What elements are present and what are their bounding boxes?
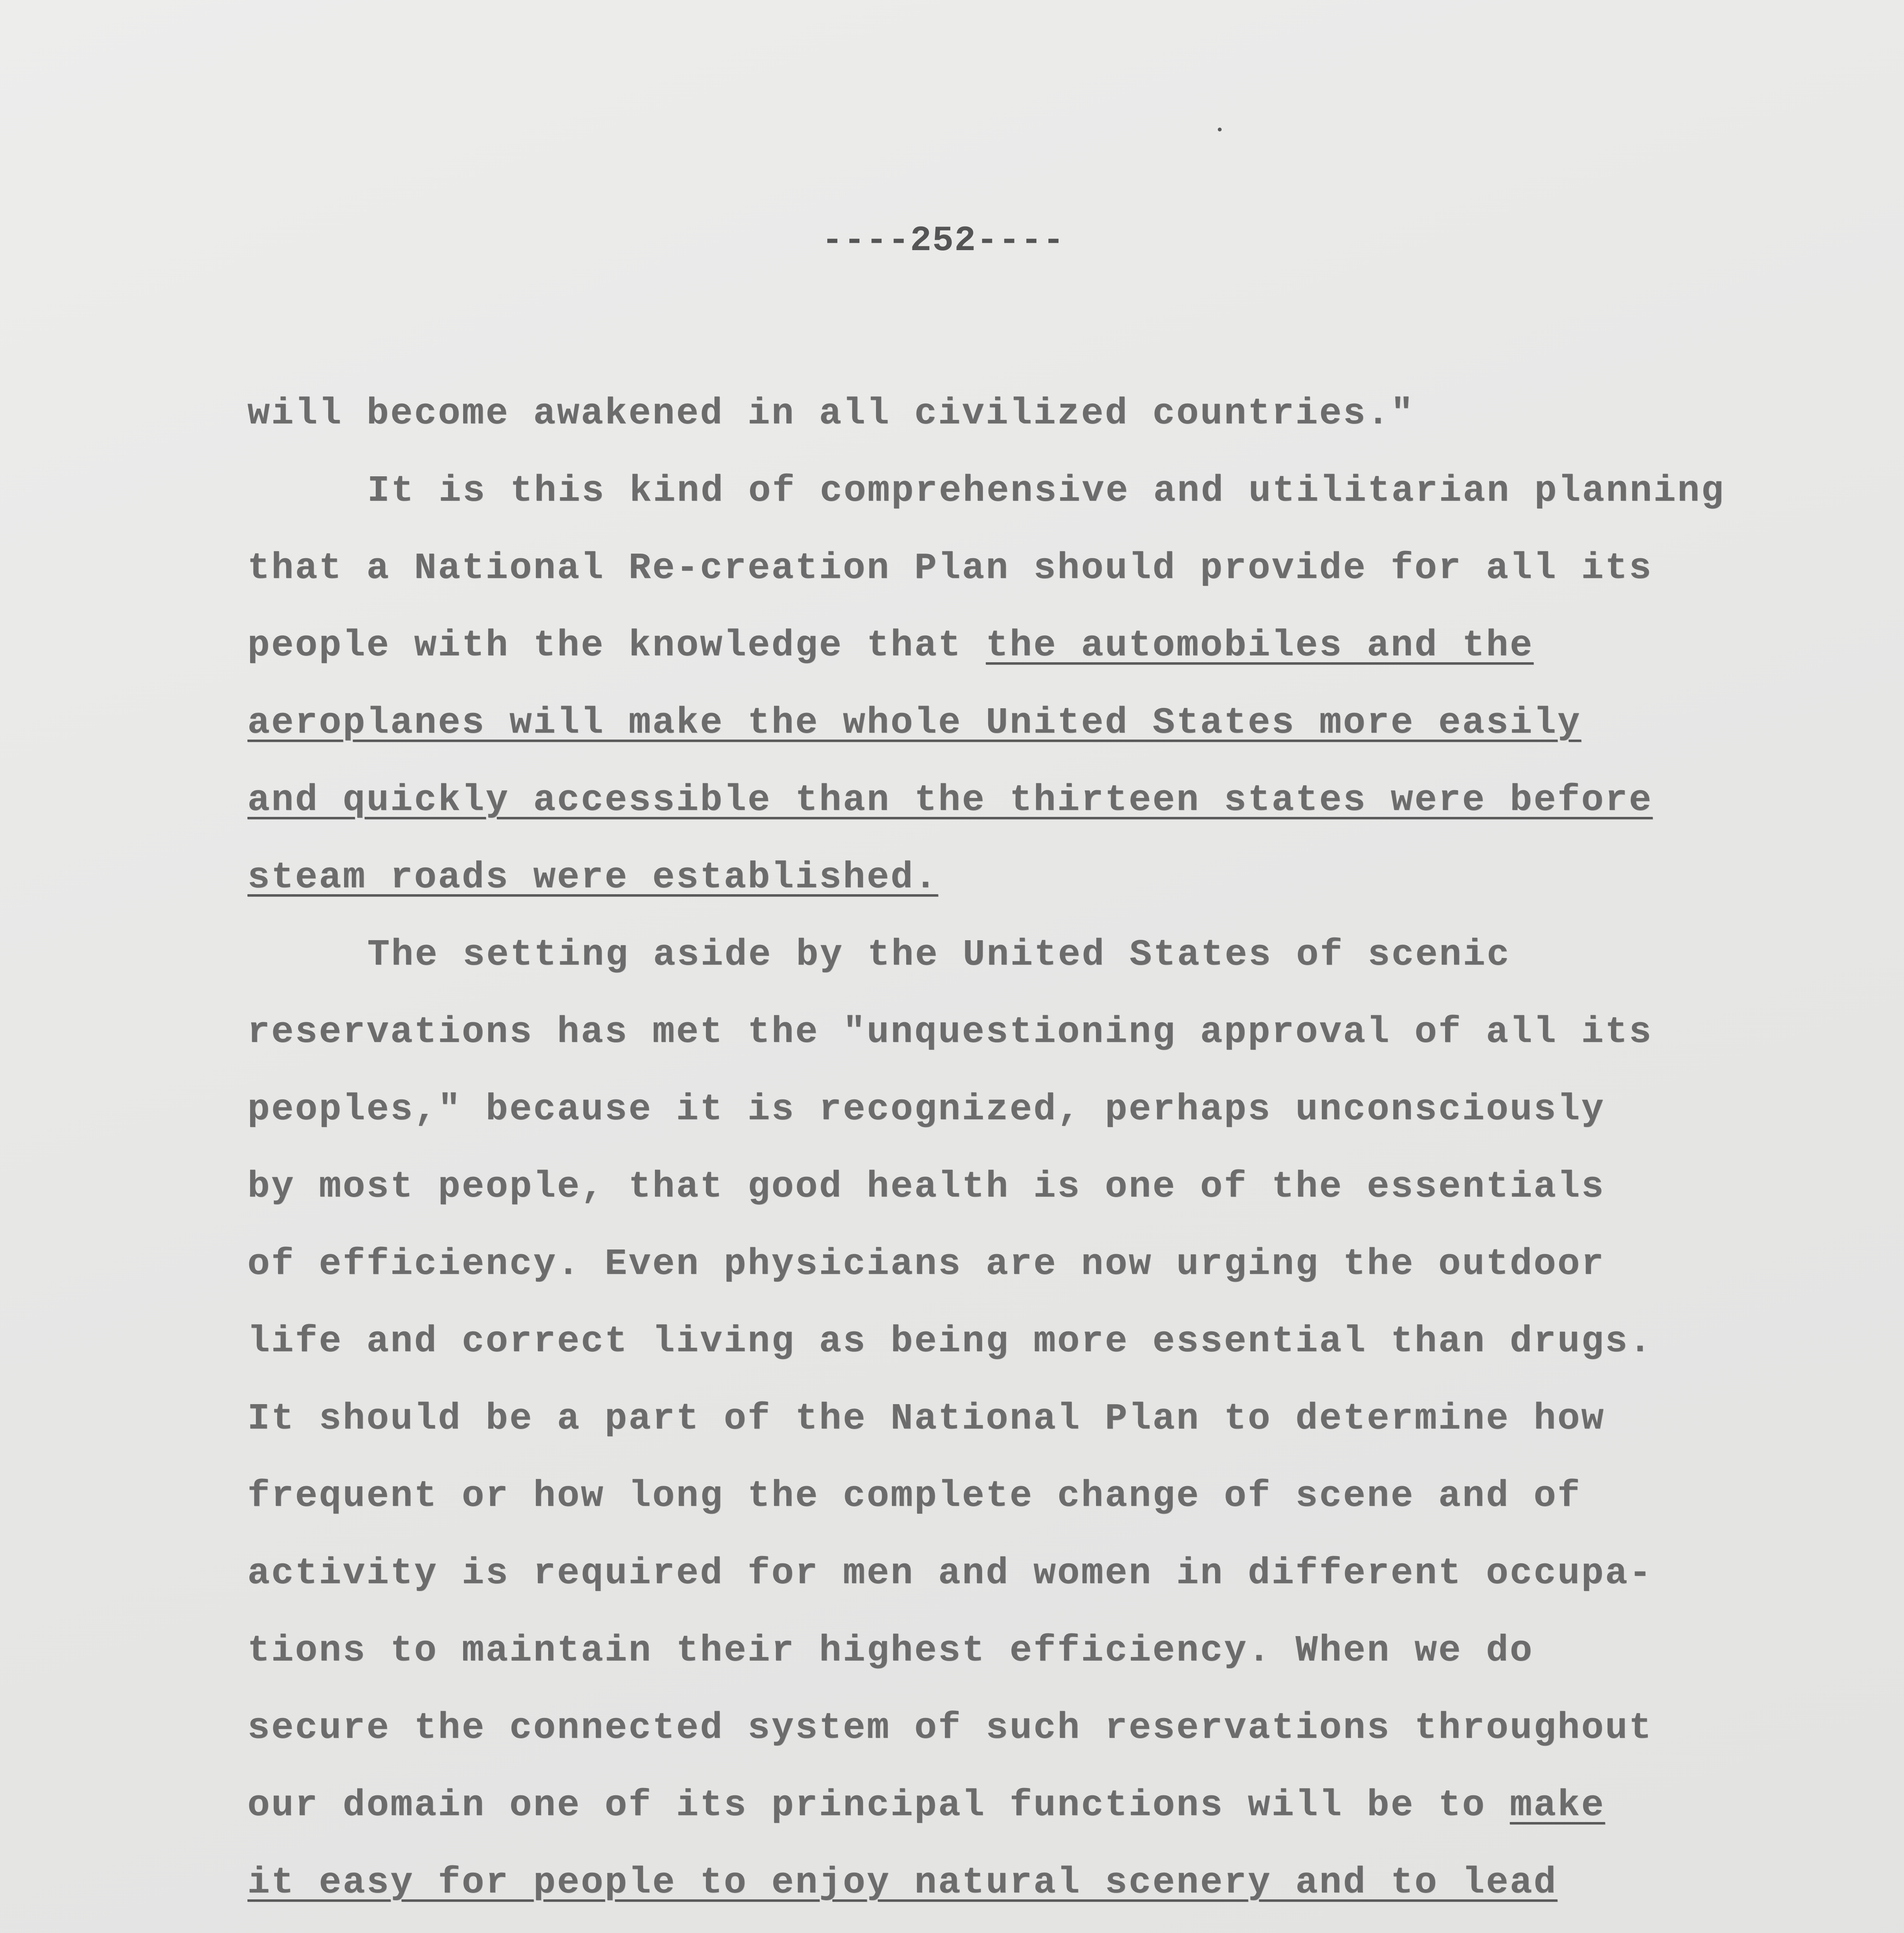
text-line: [247, 1226, 1732, 1303]
text-line: [247, 1921, 1732, 1933]
line-text: our domain one of its principal functions will be to: [247, 1784, 1510, 1826]
line-text: people with the knowledge that: [247, 624, 986, 666]
text-line: [247, 1071, 1732, 1148]
line-text: tions to maintain their highest efficiency. When we do: [247, 1630, 1534, 1672]
text-line: [247, 1457, 1732, 1535]
line-text: The setting aside by the United States of scenic: [367, 934, 1511, 976]
line-text: It should be a part of the National Plan to determine how: [247, 1398, 1605, 1440]
text-line: [247, 1844, 1732, 1921]
line-text: life and correct living as being more essential than drugs.: [247, 1320, 1653, 1362]
text-line: [247, 916, 1732, 994]
text-line: [247, 994, 1732, 1071]
paper-speck: [1218, 128, 1222, 131]
line-text: by most people, that good health is one of the essentials: [247, 1166, 1605, 1208]
text-line: [247, 839, 1732, 916]
text-line: [247, 530, 1732, 607]
underlined-text: aeroplanes will make the whole United States more easily: [247, 702, 1582, 744]
body-text: [247, 375, 1732, 1933]
text-line: [247, 1689, 1732, 1767]
underlined-text: steam roads were established.: [247, 856, 938, 898]
text-line: [247, 1148, 1732, 1226]
text-line: [247, 1380, 1732, 1457]
text-line: [247, 1612, 1732, 1689]
line-text: activity is required for men and women in different occupa-: [247, 1552, 1653, 1594]
line-text: will become awakened in all civilized countries.": [247, 392, 1415, 435]
page-number: ----252----: [822, 220, 1065, 261]
text-line: [247, 684, 1732, 762]
text-line: [247, 607, 1732, 684]
underlined-text: make: [1510, 1784, 1605, 1826]
line-text: that a National Re-creation Plan should provide for all its: [247, 547, 1653, 589]
text-line: [247, 375, 1732, 452]
text-line: [247, 452, 1732, 530]
line-text: frequent or how long the complete change of scene and of: [247, 1475, 1582, 1517]
underlined-text: the automobiles and the: [985, 624, 1534, 666]
line-text: reservations has met the "unquestioning approval of all its: [247, 1011, 1653, 1053]
line-text: secure the connected system of such reservations throughout: [247, 1707, 1653, 1749]
line-text: It is this kind of comprehensive and utilitarian planning: [367, 470, 1725, 512]
underlined-text: it easy for people to enjoy natural scenery and to lead: [247, 1861, 1558, 1904]
text-line: [247, 1303, 1732, 1380]
line-text: peoples," because it is recognized, perhaps unconsciously: [247, 1088, 1605, 1130]
text-line: [247, 1767, 1732, 1844]
text-line: [247, 1535, 1732, 1612]
underlined-text: and quickly accessible than the thirteen states were before: [247, 779, 1653, 821]
text-line: [247, 762, 1732, 839]
line-text: of efficiency. Even physicians are now urging the outdoor: [247, 1243, 1605, 1285]
